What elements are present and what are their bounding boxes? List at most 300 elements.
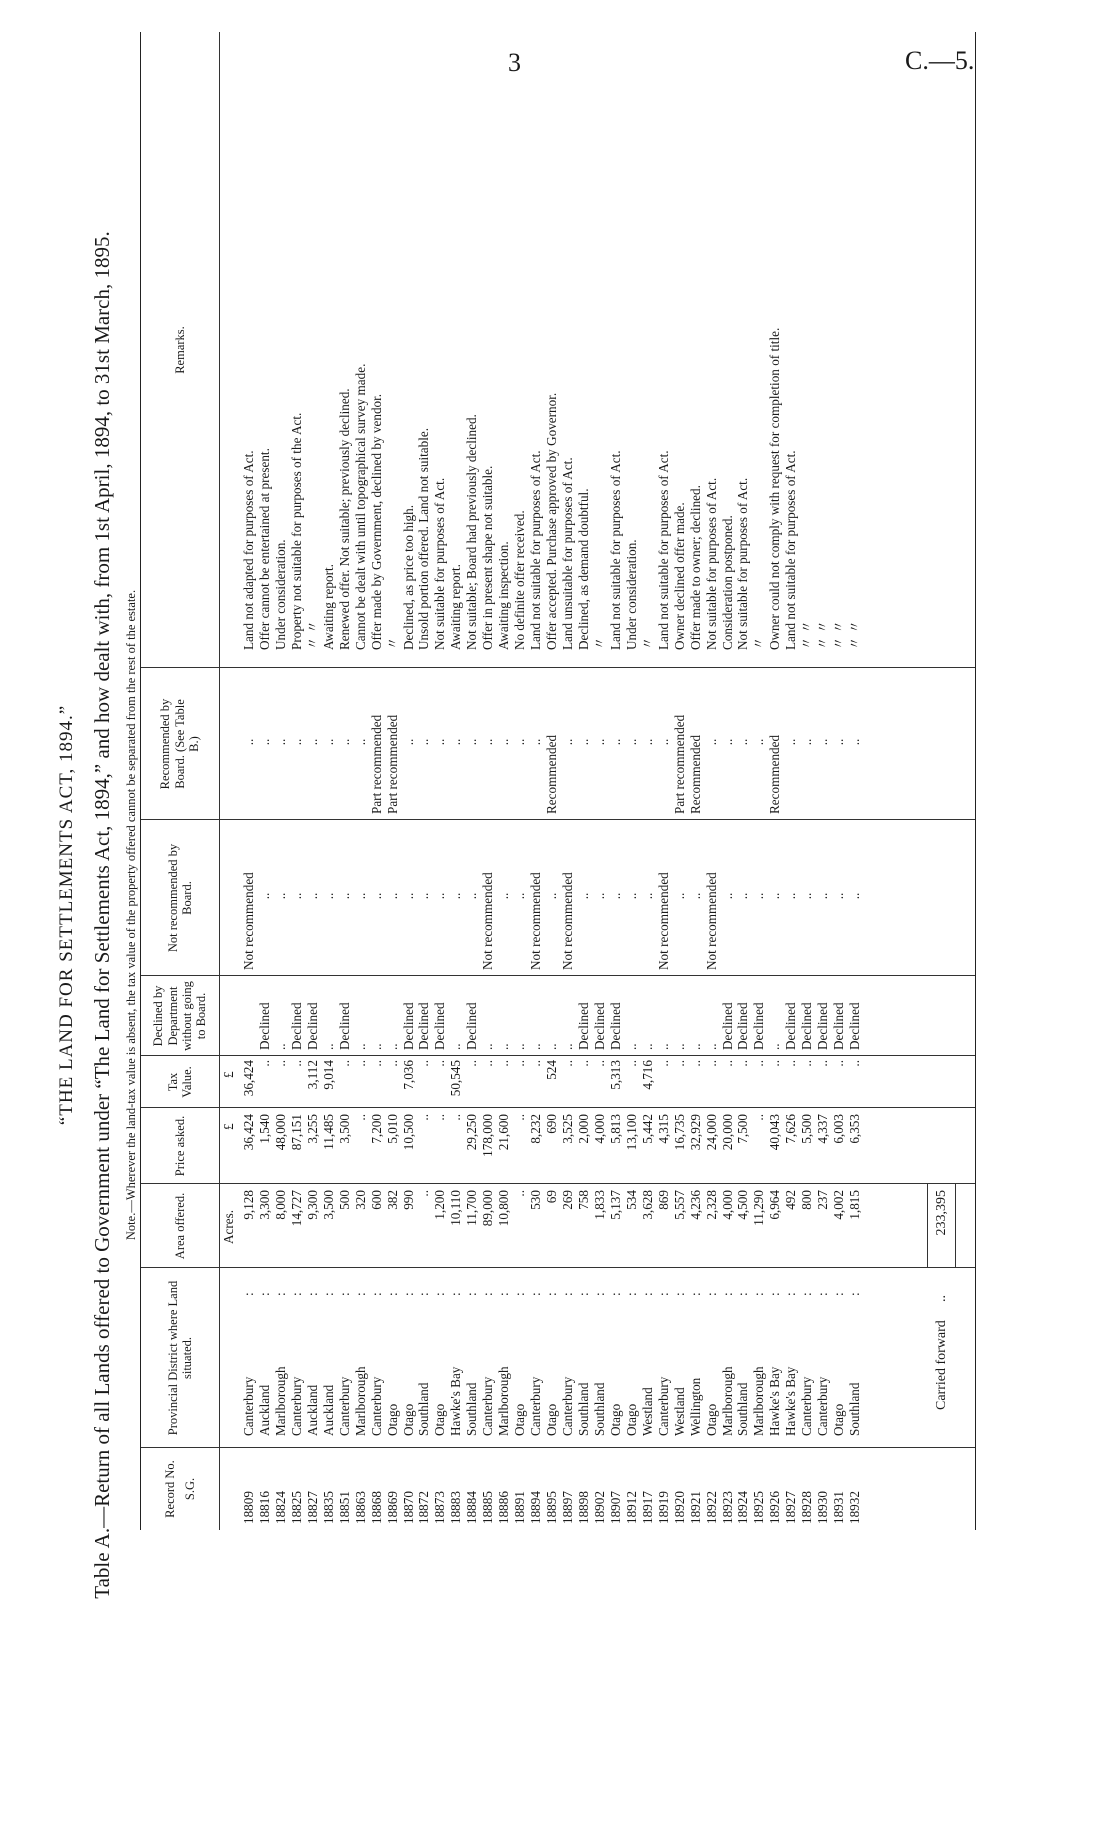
cell-district: Westland bbox=[639, 1387, 655, 1436]
cell-declined: Declined bbox=[432, 1002, 448, 1050]
cell-remarks: Unsold portion offered. Land not suitable. bbox=[416, 427, 432, 650]
cell-price: 29,250 bbox=[464, 1114, 480, 1151]
cell-area: 8,000 bbox=[272, 1190, 288, 1220]
cell-area: 990 bbox=[400, 1190, 416, 1210]
cell-record: 18921 bbox=[687, 1491, 703, 1524]
cell-declined: .. bbox=[703, 1043, 719, 1050]
cell-record: 18920 bbox=[671, 1491, 687, 1524]
leader-dots: : bbox=[464, 1292, 480, 1296]
cell-rec: .. bbox=[448, 738, 464, 746]
cell-price: 5,010 bbox=[384, 1114, 400, 1144]
cell-price: 10,500 bbox=[400, 1114, 416, 1151]
unit-price: £ bbox=[221, 1123, 236, 1130]
cell-record: 18868 bbox=[368, 1491, 384, 1524]
cell-remarks: 〃 〃 bbox=[304, 620, 320, 650]
table-row bbox=[385, 32, 401, 1530]
cell-remarks: Offer made by Government, declined by vendor. bbox=[368, 393, 384, 650]
leader-dots: : bbox=[767, 1292, 783, 1296]
table-row bbox=[831, 32, 847, 1530]
cell-area: 69 bbox=[544, 1190, 560, 1204]
header-not-recommended: Not recommended by Board. bbox=[165, 843, 194, 953]
cell-declined: .. bbox=[352, 1043, 368, 1050]
cell-price: 13,100 bbox=[623, 1114, 639, 1151]
cell-remarks: Under consideration. bbox=[623, 539, 639, 650]
cell-district: Otago bbox=[512, 1403, 528, 1436]
cell-not-rec: .. bbox=[623, 892, 639, 900]
table-row bbox=[337, 32, 353, 1530]
cell-district: Marlborough bbox=[352, 1366, 368, 1436]
carried-forward-dots: .. bbox=[934, 1295, 949, 1302]
cell-price: 5,442 bbox=[639, 1114, 655, 1144]
cell-rec: .. bbox=[400, 738, 416, 746]
cell-tax: .. bbox=[767, 1060, 783, 1067]
cell-declined: Declined bbox=[751, 1002, 767, 1050]
cell-declined: Declined bbox=[783, 1002, 799, 1050]
cell-district: Wellington bbox=[687, 1377, 703, 1436]
cell-record: 18863 bbox=[352, 1491, 368, 1524]
cell-not-rec: .. bbox=[671, 892, 687, 900]
cell-rec: .. bbox=[575, 738, 591, 746]
cell-not-rec: .. bbox=[735, 892, 751, 900]
cell-rec: .. bbox=[607, 738, 623, 746]
cell-area: 320 bbox=[352, 1190, 368, 1210]
leader-dots: : bbox=[719, 1292, 735, 1296]
cell-rec: .. bbox=[352, 738, 368, 746]
unit-area: Acres. bbox=[221, 1209, 236, 1244]
cell-area: 1,833 bbox=[591, 1190, 607, 1220]
cell-not-rec: .. bbox=[639, 892, 655, 900]
cell-tax: .. bbox=[703, 1060, 719, 1067]
cell-district: Southland bbox=[416, 1382, 432, 1436]
cell-rec: .. bbox=[815, 738, 831, 746]
table-row bbox=[672, 32, 688, 1530]
cell-area: 3,628 bbox=[639, 1190, 655, 1220]
cell-area: 89,000 bbox=[480, 1190, 496, 1227]
cell-record: 18886 bbox=[496, 1491, 512, 1524]
cell-declined: .. bbox=[320, 1043, 336, 1050]
table-row bbox=[640, 32, 656, 1530]
cell-tax: 9,014 bbox=[320, 1060, 336, 1090]
cell-rec: .. bbox=[288, 738, 304, 746]
carried-forward-label: Carried forward bbox=[934, 1320, 949, 1410]
cell-remarks: Offer accepted. Purchase approved by Governor. bbox=[544, 392, 560, 650]
cell-not-rec: Not recommended bbox=[528, 872, 544, 970]
cell-district: Canterbury bbox=[288, 1376, 304, 1436]
leader-dots: : bbox=[687, 1292, 703, 1296]
cell-not-rec: .. bbox=[831, 892, 847, 900]
cell-price: 36,424 bbox=[241, 1114, 256, 1151]
cell-not-rec: .. bbox=[464, 892, 480, 900]
cell-remarks: No definite offer received. bbox=[512, 510, 528, 650]
cell-not-rec: .. bbox=[591, 892, 607, 900]
cell-area: 492 bbox=[783, 1190, 799, 1210]
cell-district: Auckland bbox=[320, 1384, 336, 1436]
cell-declined: Declined bbox=[719, 1002, 735, 1050]
cell-district: Auckland bbox=[304, 1384, 320, 1436]
cell-record: 18816 bbox=[256, 1491, 272, 1524]
cell-remarks: Not suitable for purposes of Act. bbox=[735, 477, 751, 650]
cell-price: .. bbox=[448, 1114, 464, 1121]
cell-area: 3,500 bbox=[320, 1190, 336, 1220]
cell-district: Canterbury bbox=[480, 1376, 496, 1436]
table-row bbox=[767, 32, 783, 1530]
header-recommended: Recommended by Board. (See Table B.) bbox=[158, 698, 202, 790]
cell-rec: .. bbox=[272, 738, 288, 746]
table-row bbox=[751, 32, 767, 1530]
document-code: C.—5. bbox=[905, 46, 975, 75]
cell-district: Hawke's Bay bbox=[783, 1366, 799, 1436]
leader-dots: : bbox=[288, 1292, 304, 1296]
header-tax: Tax Value. bbox=[165, 1066, 194, 1098]
cell-district: Marlborough bbox=[751, 1366, 767, 1436]
cell-area: 800 bbox=[799, 1190, 815, 1210]
cell-area: 500 bbox=[336, 1190, 352, 1210]
cell-declined: .. bbox=[767, 1043, 783, 1050]
table-row bbox=[289, 32, 305, 1530]
cell-tax: .. bbox=[591, 1060, 607, 1067]
cell-not-rec: .. bbox=[719, 892, 735, 900]
table-row bbox=[432, 32, 448, 1530]
cell-not-rec: .. bbox=[448, 892, 464, 900]
cell-price: 690 bbox=[544, 1114, 560, 1134]
cell-tax: .. bbox=[623, 1060, 639, 1067]
cell-record: 18824 bbox=[272, 1491, 288, 1524]
leader-dots: : bbox=[512, 1292, 528, 1296]
table-row bbox=[560, 32, 576, 1530]
cell-tax: .. bbox=[432, 1060, 448, 1067]
cell-record: 18907 bbox=[607, 1491, 623, 1524]
cell-rec: .. bbox=[751, 738, 767, 746]
table-row bbox=[321, 32, 337, 1530]
cell-remarks: Consideration postponed. bbox=[719, 515, 735, 650]
leader-dots: : bbox=[272, 1292, 288, 1296]
cell-not-rec: .. bbox=[512, 892, 528, 900]
cell-remarks: Not suitable for purposes of Act. bbox=[432, 477, 448, 650]
cell-area: 4,500 bbox=[735, 1190, 751, 1220]
cell-rec: .. bbox=[528, 738, 544, 746]
cell-tax: .. bbox=[799, 1060, 815, 1067]
table-row bbox=[815, 32, 831, 1530]
cell-area: 869 bbox=[655, 1190, 671, 1210]
cell-area: 534 bbox=[623, 1190, 639, 1210]
leader-dots: : bbox=[671, 1292, 687, 1296]
cell-record: 18930 bbox=[815, 1491, 831, 1524]
cell-area: .. bbox=[512, 1190, 528, 1197]
cell-declined: .. bbox=[639, 1043, 655, 1050]
cell-not-rec: Not recommended bbox=[480, 872, 496, 970]
cell-area: 5,557 bbox=[671, 1190, 687, 1220]
leader-dots: : bbox=[783, 1292, 799, 1296]
carried-forward-area: 233,395 bbox=[934, 1190, 949, 1236]
cell-declined: .. bbox=[512, 1043, 528, 1050]
cell-rec: .. bbox=[799, 738, 815, 746]
cell-not-rec: .. bbox=[304, 892, 320, 900]
cell-record: 18898 bbox=[575, 1491, 591, 1524]
header-declined: Declined by Department without going to Board. bbox=[151, 981, 209, 1051]
cell-not-rec: .. bbox=[767, 892, 783, 900]
carried-forward-row bbox=[931, 32, 953, 1530]
cell-remarks: Under consideration. bbox=[272, 539, 288, 650]
cell-tax: .. bbox=[416, 1060, 432, 1067]
cell-rec: Recommended bbox=[544, 734, 560, 814]
cell-record: 18883 bbox=[448, 1491, 464, 1524]
leader-dots: : bbox=[639, 1292, 655, 1296]
leader-dots: : bbox=[368, 1292, 384, 1296]
leader-dots: : bbox=[623, 1292, 639, 1296]
cell-tax: .. bbox=[783, 1060, 799, 1067]
table-row bbox=[369, 32, 385, 1530]
cell-tax: .. bbox=[671, 1060, 687, 1067]
cell-price: 5,500 bbox=[799, 1114, 815, 1144]
leader-dots: : bbox=[591, 1292, 607, 1296]
page-number: 3 bbox=[508, 48, 521, 77]
cell-tax: .. bbox=[831, 1060, 847, 1067]
cell-record: 18870 bbox=[400, 1491, 416, 1524]
cell-price: .. bbox=[751, 1114, 767, 1121]
cell-tax: 524 bbox=[544, 1060, 560, 1080]
leader-dots: : bbox=[384, 1292, 400, 1296]
cell-district: Marlborough bbox=[719, 1366, 735, 1436]
cell-record: 18923 bbox=[719, 1491, 735, 1524]
cell-tax: .. bbox=[336, 1060, 352, 1067]
cell-record: 18891 bbox=[512, 1491, 528, 1524]
unit-tax: £ bbox=[221, 1071, 236, 1078]
cell-remarks: Land unsuitable for purposes of Act. bbox=[560, 457, 575, 650]
cell-remarks: 〃 〃 bbox=[799, 620, 815, 650]
cell-tax: .. bbox=[464, 1060, 480, 1067]
cell-rec: Recommended bbox=[767, 734, 783, 814]
cell-tax: 4,716 bbox=[639, 1060, 655, 1090]
cell-not-rec: Not recommended bbox=[241, 872, 256, 970]
cell-remarks: Renewed offer. Not suitable; previously declined. bbox=[336, 388, 352, 650]
cell-rec: .. bbox=[591, 738, 607, 746]
table-row bbox=[704, 32, 720, 1530]
cell-not-rec: .. bbox=[544, 892, 560, 900]
cell-record: 18872 bbox=[416, 1491, 432, 1524]
cell-district: Otago bbox=[544, 1403, 560, 1436]
header-sg: S.G. bbox=[183, 1477, 197, 1501]
cell-price: 20,000 bbox=[719, 1114, 735, 1151]
total-rule bbox=[927, 1184, 928, 1268]
table-row bbox=[656, 32, 672, 1530]
cell-rec: .. bbox=[480, 738, 496, 746]
leader-dots: : bbox=[815, 1292, 831, 1296]
header-rule bbox=[219, 32, 220, 1530]
cell-tax: .. bbox=[528, 1060, 544, 1067]
total-rule-bottom bbox=[955, 1184, 956, 1268]
cell-rec: .. bbox=[703, 738, 719, 746]
leader-dots: : bbox=[241, 1292, 256, 1296]
cell-district: Canterbury bbox=[815, 1376, 831, 1436]
leader-dots: : bbox=[735, 1292, 751, 1296]
cell-area: 1,200 bbox=[432, 1190, 448, 1220]
table-row bbox=[544, 32, 560, 1530]
cell-record: 18895 bbox=[544, 1491, 560, 1524]
cell-price: 24,000 bbox=[703, 1114, 719, 1151]
cell-district: Southland bbox=[464, 1382, 480, 1436]
cell-declined: Declined bbox=[416, 1002, 432, 1050]
cell-rec: .. bbox=[464, 738, 480, 746]
cell-area: 6,964 bbox=[767, 1190, 783, 1220]
cell-declined: .. bbox=[687, 1043, 703, 1050]
cell-price: 6,003 bbox=[831, 1114, 847, 1144]
cell-remarks: 〃 〃 bbox=[847, 620, 863, 650]
cell-tax: .. bbox=[480, 1060, 496, 1067]
cell-price: 48,000 bbox=[272, 1114, 288, 1151]
table-row bbox=[401, 32, 417, 1530]
cell-remarks: 〃 〃 bbox=[831, 620, 847, 650]
cell-price: 87,151 bbox=[288, 1114, 304, 1151]
cell-tax: .. bbox=[687, 1060, 703, 1067]
cell-declined: Declined bbox=[607, 1002, 623, 1050]
cell-declined: .. bbox=[368, 1043, 384, 1050]
cell-remarks: Offer in present shape not suitable. bbox=[480, 465, 496, 650]
leader-dots: : bbox=[528, 1292, 544, 1296]
cell-tax: .. bbox=[655, 1060, 671, 1067]
cell-declined: .. bbox=[655, 1043, 671, 1050]
cell-not-rec: Not recommended bbox=[703, 872, 719, 970]
cell-remarks: Awaiting report. bbox=[448, 564, 464, 650]
cell-district: Canterbury bbox=[336, 1376, 352, 1436]
cell-declined: .. bbox=[496, 1043, 512, 1050]
cell-not-rec: .. bbox=[847, 892, 863, 900]
cell-remarks: Land not suitable for purposes of Act. bbox=[783, 450, 799, 650]
cell-record: 18869 bbox=[384, 1491, 400, 1524]
header-district: Provincial District where Land situated. bbox=[165, 1280, 194, 1436]
cell-rec: .. bbox=[783, 738, 799, 746]
cell-remarks: Declined, as price too high. bbox=[400, 504, 416, 650]
cell-tax: 5,313 bbox=[607, 1060, 623, 1090]
cell-record: 18924 bbox=[735, 1491, 751, 1524]
leader-dots: : bbox=[607, 1292, 623, 1296]
cell-tax: .. bbox=[256, 1060, 272, 1067]
cell-area: 600 bbox=[368, 1190, 384, 1210]
cell-price: 6,353 bbox=[847, 1114, 863, 1144]
cell-tax: .. bbox=[719, 1060, 735, 1067]
cell-declined: Declined bbox=[847, 1002, 863, 1050]
cell-rec: .. bbox=[304, 738, 320, 746]
cell-record: 18851 bbox=[336, 1491, 352, 1524]
cell-rec: Part recommended bbox=[368, 714, 384, 814]
cell-area: 14,727 bbox=[288, 1190, 304, 1227]
cell-remarks: Land not suitable for purposes of Act. bbox=[528, 450, 544, 650]
cell-area: 5,137 bbox=[607, 1190, 623, 1220]
leader-dots: : bbox=[256, 1292, 272, 1296]
cell-rec: .. bbox=[560, 738, 575, 746]
table-row bbox=[353, 32, 369, 1530]
table-row bbox=[576, 32, 592, 1530]
cell-remarks: Owner declined offer made. bbox=[671, 502, 687, 650]
table-row bbox=[847, 32, 863, 1530]
cell-record: 18809 bbox=[241, 1491, 256, 1524]
cell-district: Southland bbox=[591, 1382, 607, 1436]
cell-declined: Declined bbox=[591, 1002, 607, 1050]
cell-not-rec: .. bbox=[256, 892, 272, 900]
table-note: Note.—Wherever the land-tax value is absent, the tax value of the property offered cannot be separated from the rest of the estate. bbox=[124, 589, 138, 1241]
cell-remarks: 〃 bbox=[384, 636, 400, 650]
table-row bbox=[783, 32, 799, 1530]
cell-district: Southland bbox=[847, 1382, 863, 1436]
cell-rec: Part recommended bbox=[384, 714, 400, 814]
leader-dots: : bbox=[448, 1292, 464, 1296]
leader-dots: : bbox=[847, 1292, 863, 1296]
cell-price: 7,626 bbox=[783, 1114, 799, 1144]
cell-declined: .. bbox=[480, 1043, 496, 1050]
cell-remarks: 〃 bbox=[591, 636, 607, 650]
cell-area: 10,800 bbox=[496, 1190, 512, 1227]
cell-district: Otago bbox=[623, 1403, 639, 1436]
cell-price: .. bbox=[352, 1114, 368, 1121]
cell-area: .. bbox=[416, 1190, 432, 1197]
header-price: Price asked. bbox=[172, 1115, 187, 1177]
cell-remarks: 〃 bbox=[751, 636, 767, 650]
leader-dots: : bbox=[352, 1292, 368, 1296]
cell-district: Canterbury bbox=[368, 1376, 384, 1436]
cell-district: Hawke's Bay bbox=[448, 1366, 464, 1436]
cell-record: 18926 bbox=[767, 1491, 783, 1524]
cell-price: 7,200 bbox=[368, 1114, 384, 1144]
cell-not-rec: .. bbox=[432, 892, 448, 900]
cell-declined: Declined bbox=[831, 1002, 847, 1050]
table-title: Table A.—Return of all Lands offered to Government under “The Land for Settlements Act, 1894,” and how dealt with, from 1st April, 1894, to 31st March, 1895. bbox=[90, 231, 114, 1599]
cell-price: 32,929 bbox=[687, 1114, 703, 1151]
cell-remarks: Declined, as demand doubtful. bbox=[575, 488, 591, 650]
cell-rec: .. bbox=[336, 738, 352, 746]
cell-district: Auckland bbox=[256, 1384, 272, 1436]
cell-rec: .. bbox=[416, 738, 432, 746]
page-heading: “THE LAND FOR SETTLEMENTS ACT, 1894.” bbox=[56, 704, 77, 1126]
table-row bbox=[305, 32, 321, 1530]
cell-tax: .. bbox=[368, 1060, 384, 1067]
cell-tax: .. bbox=[735, 1060, 751, 1067]
cell-area: 11,290 bbox=[751, 1190, 767, 1226]
table-row bbox=[720, 32, 736, 1530]
cell-record: 18919 bbox=[655, 1491, 671, 1524]
cell-remarks: Not suitable for purposes of Act. bbox=[703, 477, 719, 650]
cell-price: 8,232 bbox=[528, 1114, 544, 1144]
cell-rec: .. bbox=[639, 738, 655, 746]
header-record bbox=[141, 1448, 219, 1530]
leader-dots: : bbox=[320, 1292, 336, 1296]
cell-area: 9,128 bbox=[241, 1190, 256, 1220]
cell-not-rec: Not recommended bbox=[655, 872, 671, 970]
cell-area: 269 bbox=[560, 1190, 575, 1210]
cell-rec: .. bbox=[241, 738, 256, 746]
cell-declined: .. bbox=[560, 1043, 575, 1050]
leader-dots: : bbox=[400, 1292, 416, 1296]
cell-tax: .. bbox=[815, 1060, 831, 1067]
cell-declined: Declined bbox=[575, 1002, 591, 1050]
cell-price: 3,525 bbox=[560, 1114, 575, 1144]
cell-tax: 36,424 bbox=[241, 1060, 256, 1097]
cell-record: 18894 bbox=[528, 1491, 544, 1524]
cell-area: 3,300 bbox=[256, 1190, 272, 1220]
table-row bbox=[608, 32, 624, 1530]
cell-price: 11,485 bbox=[320, 1114, 336, 1150]
cell-declined: .. bbox=[528, 1043, 544, 1050]
cell-declined: Declined bbox=[400, 1002, 416, 1050]
table-row bbox=[257, 32, 273, 1530]
cell-area: 237 bbox=[815, 1190, 831, 1210]
cell-district: Canterbury bbox=[241, 1376, 256, 1436]
cell-rec: .. bbox=[655, 738, 671, 746]
cell-district: Otago bbox=[831, 1403, 847, 1436]
cell-record: 18912 bbox=[623, 1491, 639, 1524]
cell-not-rec: .. bbox=[352, 892, 368, 900]
leader-dots: : bbox=[304, 1292, 320, 1296]
cell-remarks: Offer made to owner; declined. bbox=[687, 485, 703, 650]
cell-record: 18835 bbox=[320, 1491, 336, 1524]
